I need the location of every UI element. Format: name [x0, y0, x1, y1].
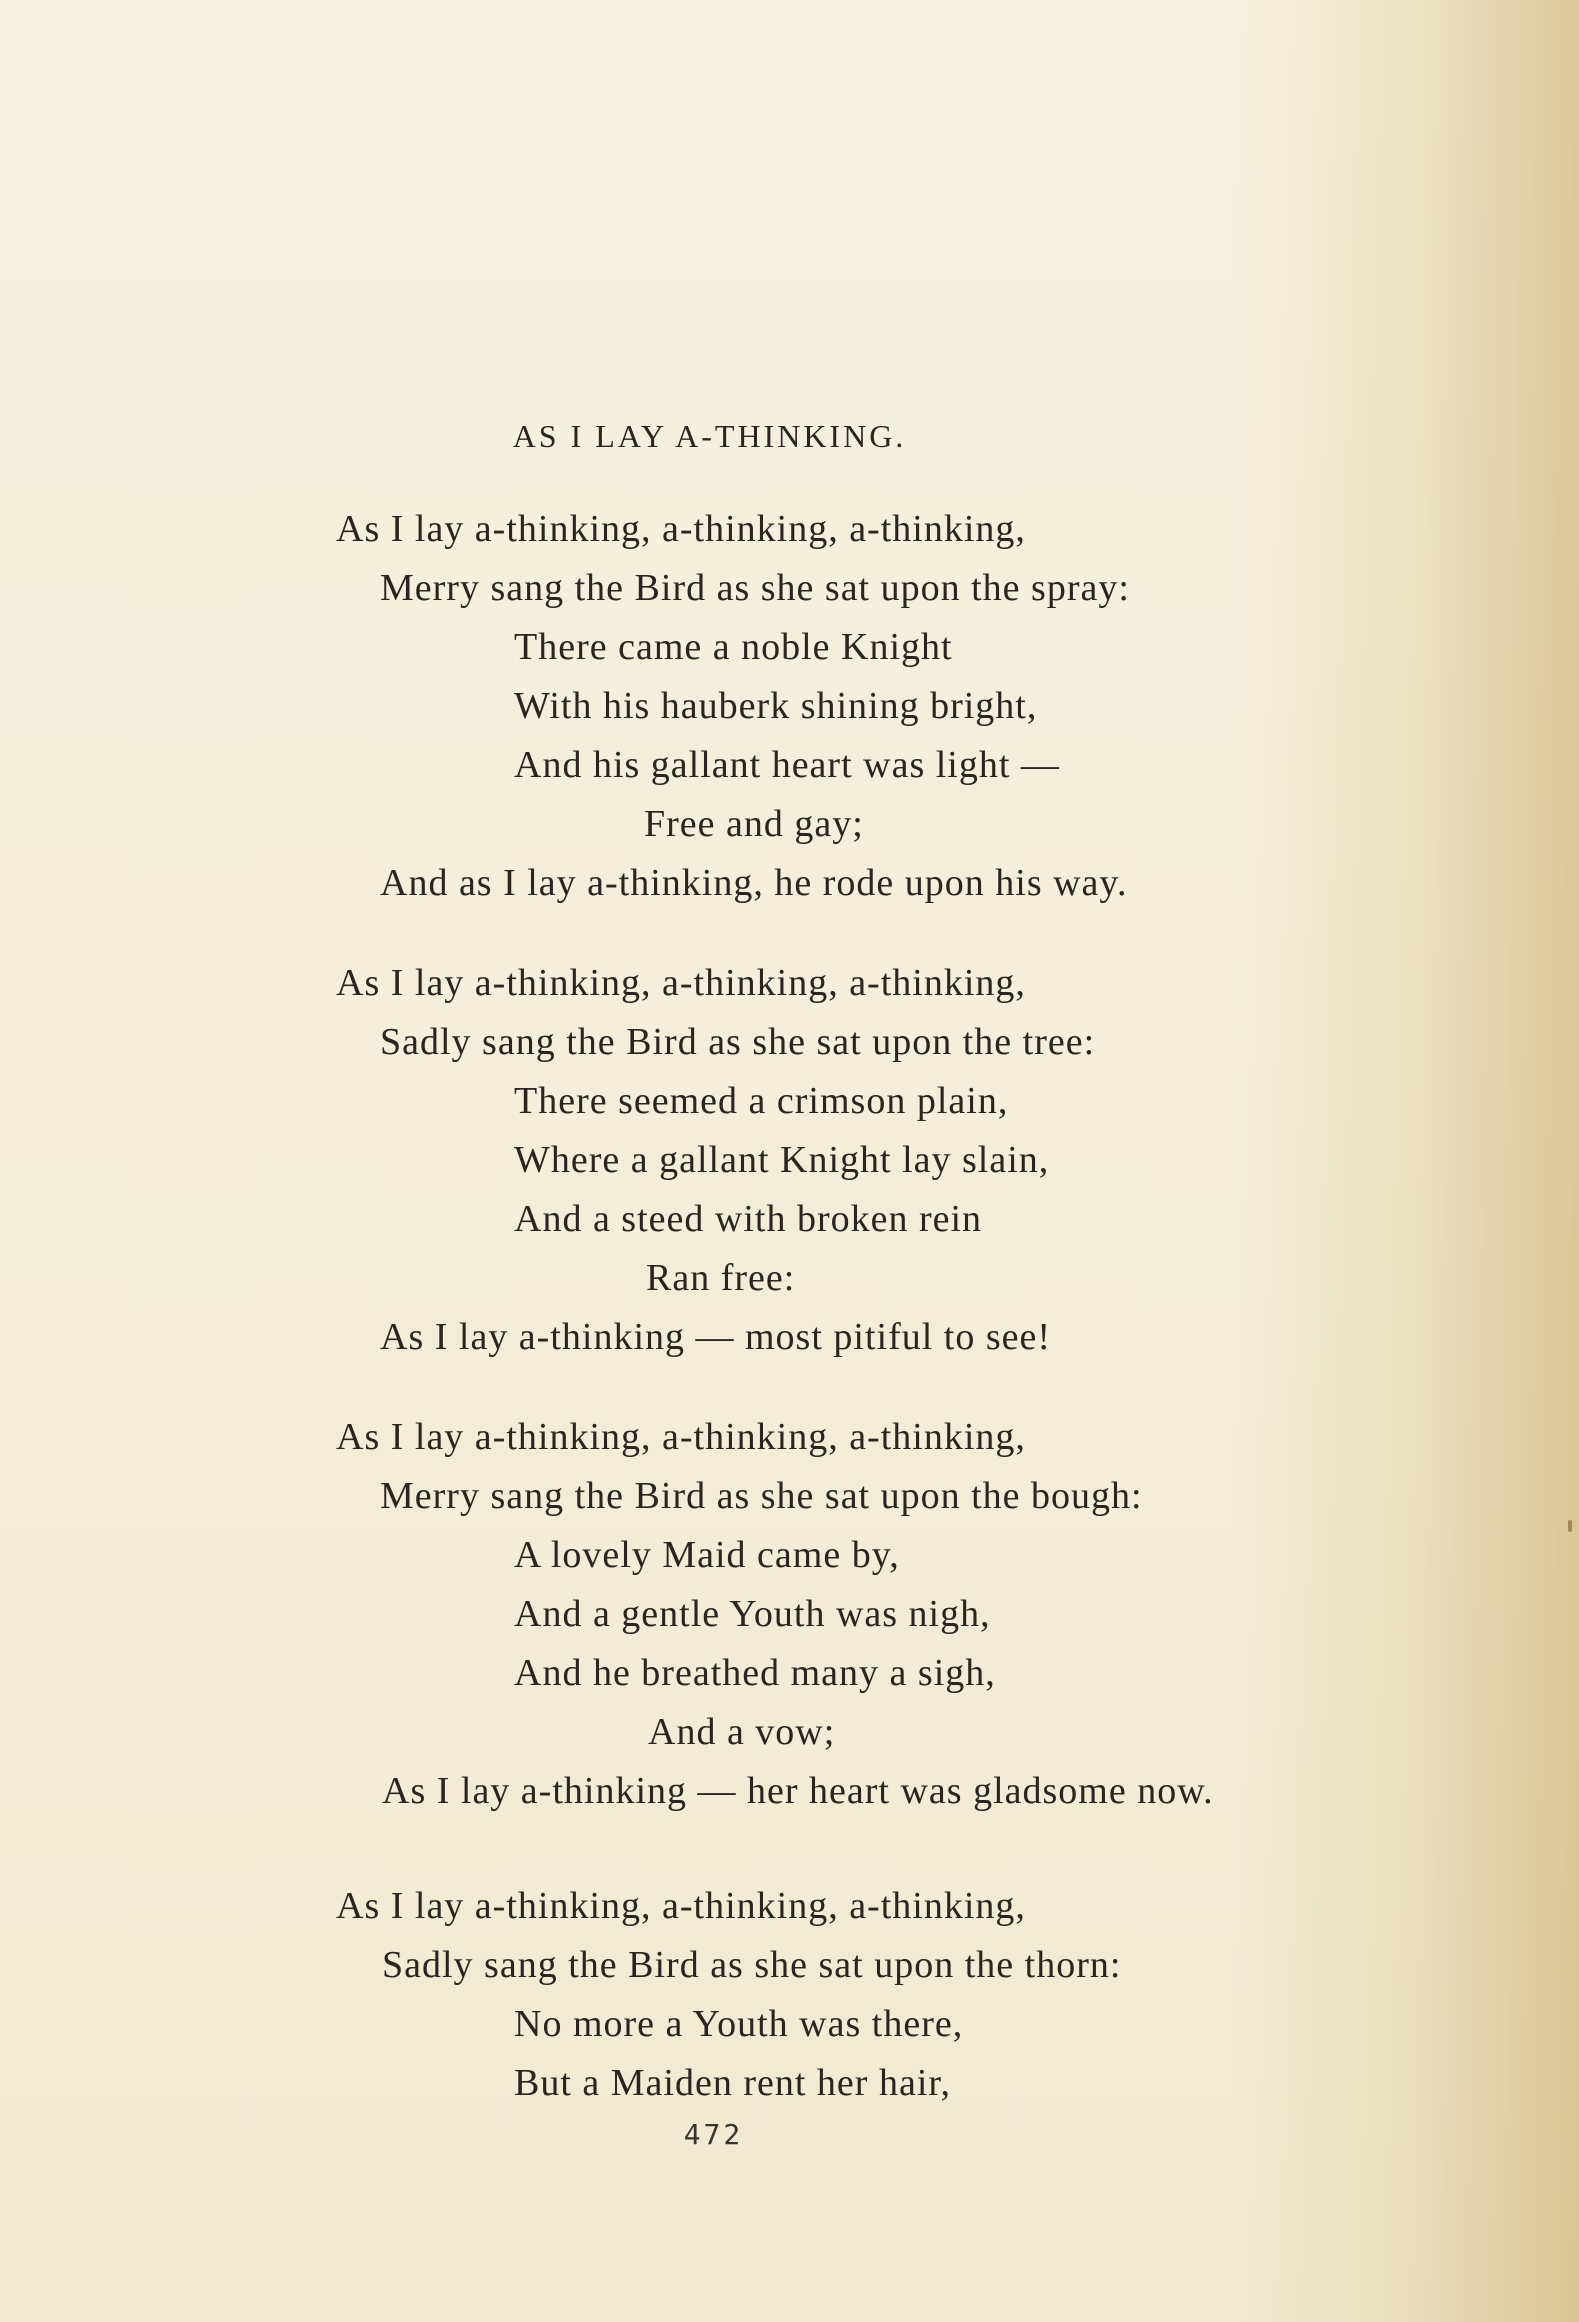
poem-line: But a Maiden rent her hair, [514, 2062, 952, 2104]
poem-line: And a gentle Youth was nigh, [514, 1593, 991, 1635]
poem-line: And as I lay a-thinking, he rode upon his way. [380, 862, 1128, 904]
poem-line: And a steed with broken rein [514, 1198, 983, 1240]
poem-line: As I lay a-thinking — most pitiful to see! [380, 1316, 1052, 1358]
poem-line: And he breathed many a sigh, [514, 1652, 996, 1694]
paper-speck [1568, 1520, 1572, 1532]
poem-line: No more a Youth was there, [514, 2003, 964, 2045]
poem-line: Sadly sang the Bird as she sat upon the tree: [380, 1021, 1096, 1063]
poem-line: As I lay a-thinking, a-thinking, a-thinking, [336, 1416, 1026, 1458]
poem-line: With his hauberk shining bright, [514, 685, 1038, 727]
page-number: 472 [683, 2118, 744, 2151]
poem-line: There seemed a crimson plain, [514, 1080, 1009, 1122]
poem-line: As I lay a-thinking, a-thinking, a-thinking, [336, 962, 1026, 1004]
poem-line: Sadly sang the Bird as she sat upon the thorn: [382, 1944, 1122, 1986]
poem-line: Where a gallant Knight lay slain, [514, 1139, 1050, 1181]
poem-line: A lovely Maid came by, [514, 1534, 900, 1576]
poem-line: Ran free: [646, 1257, 796, 1299]
poem-line: As I lay a-thinking, a-thinking, a-thinking, [336, 508, 1026, 550]
poem-line: As I lay a-thinking, a-thinking, a-thinking, [336, 1885, 1026, 1927]
poem-line: And a vow; [648, 1711, 836, 1753]
poem-line: There came a noble Knight [514, 626, 953, 668]
poem-line: Free and gay; [644, 803, 864, 845]
poem-line: And his gallant heart was light — [514, 744, 1060, 786]
poem-line: As I lay a-thinking — her heart was gladsome now. [382, 1770, 1214, 1812]
poem-line: Merry sang the Bird as she sat upon the bough: [380, 1475, 1143, 1517]
poem-line: Merry sang the Bird as she sat upon the spray: [380, 567, 1130, 609]
poem-title: AS I LAY A-THINKING. [512, 418, 907, 454]
